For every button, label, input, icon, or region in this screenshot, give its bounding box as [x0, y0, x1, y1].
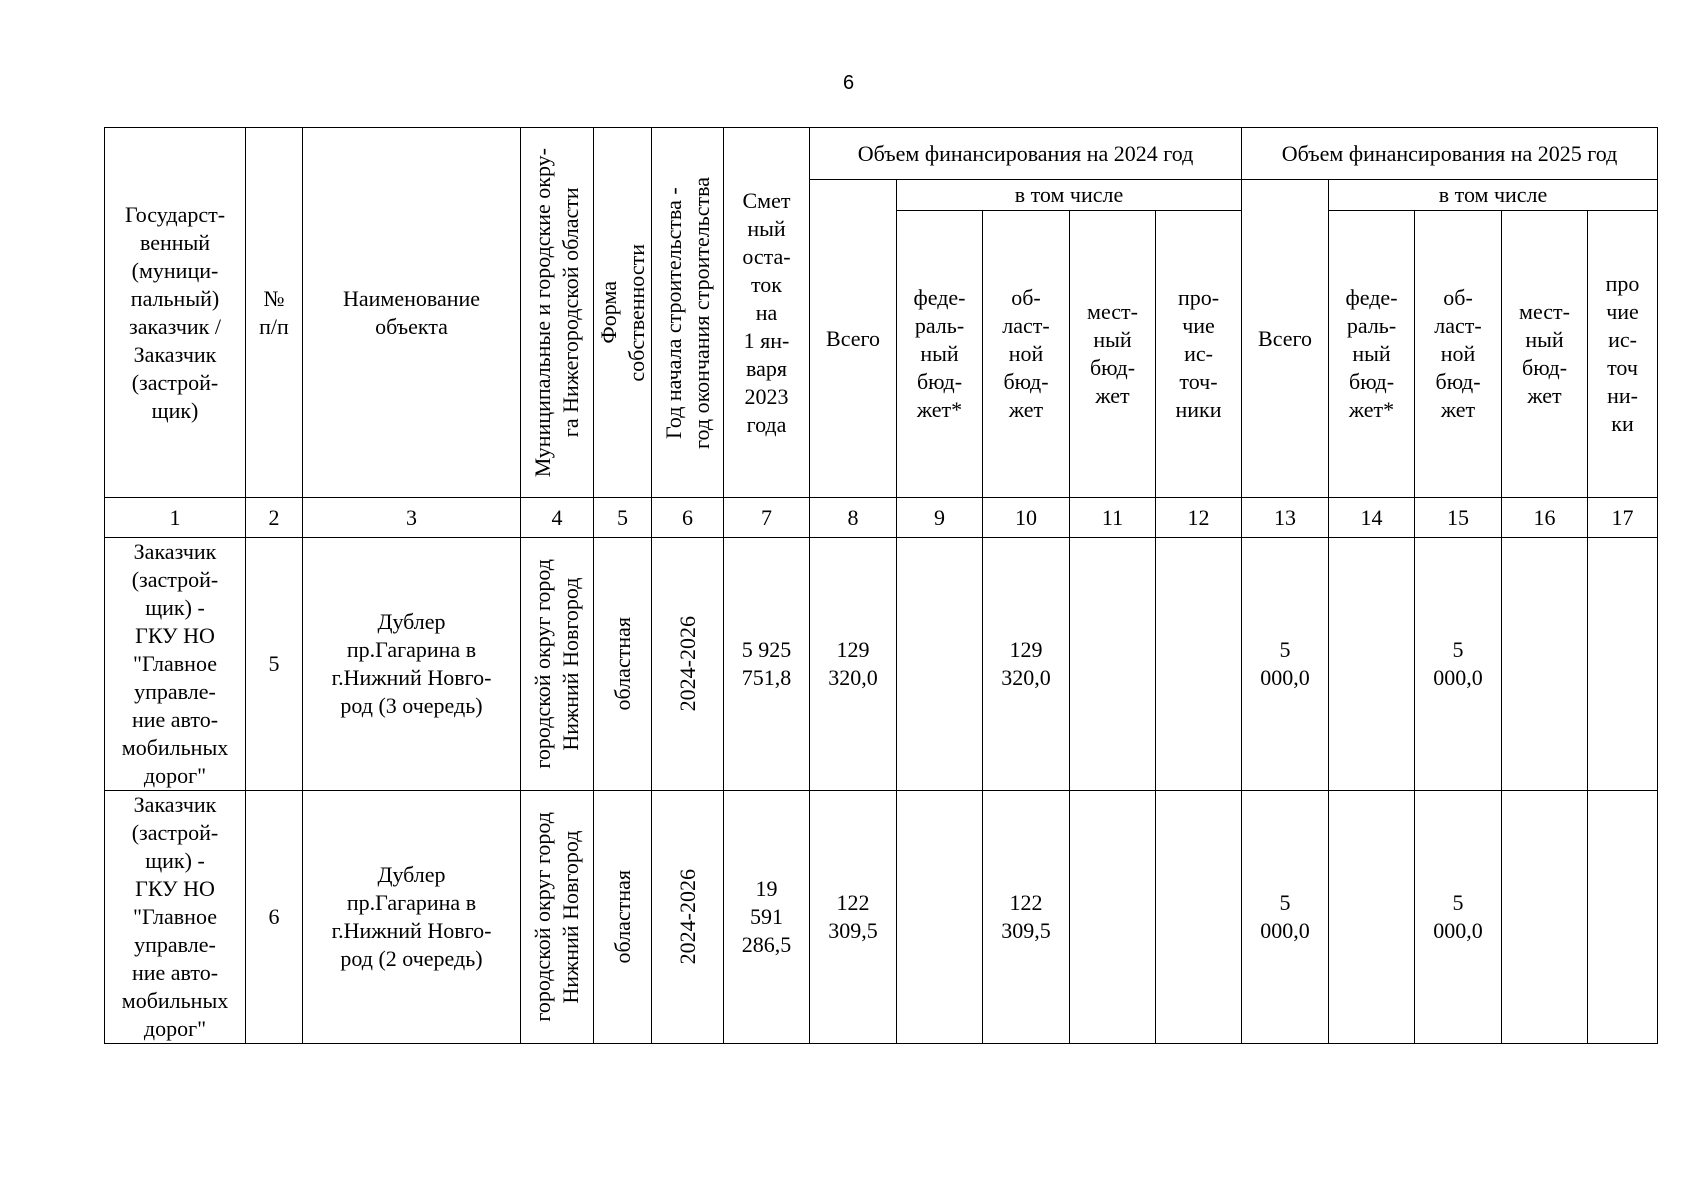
header-object-name: Наименование объекта	[303, 128, 521, 498]
column-number: 15	[1415, 498, 1502, 538]
header-regional-2024: об- ласт- ной бюд- жет	[983, 211, 1070, 498]
local-2025-cell	[1502, 791, 1588, 1044]
column-number: 6	[652, 498, 724, 538]
header-federal-2024: феде- раль- ный бюд- жет*	[897, 211, 983, 498]
local-2025-cell	[1502, 538, 1588, 791]
estimate-cell: 5 925 751,8	[724, 538, 810, 791]
header-regional-2025: об- ласт- ной бюд- жет	[1415, 211, 1502, 498]
column-number: 14	[1329, 498, 1415, 538]
regional-2024-cell: 129 320,0	[983, 538, 1070, 791]
header-funding-2024: Объем финансирования на 2024 год	[810, 128, 1242, 180]
header-ownership: Форма собственности	[594, 128, 652, 498]
total-2025-cell: 5 000,0	[1242, 791, 1329, 1044]
header-customer: Государст- венный (муници- пальный) заказчик / Заказчик (застрой- щик)	[105, 128, 246, 498]
column-number: 4	[521, 498, 594, 538]
ownership-cell: областная	[594, 538, 652, 791]
number-cell: 6	[246, 791, 303, 1044]
ownership-cell: областная	[594, 791, 652, 1044]
local-2024-cell	[1070, 791, 1156, 1044]
funding-table	[104, 127, 1658, 1044]
other-2024-cell	[1156, 538, 1242, 791]
local-2024-cell	[1070, 538, 1156, 791]
column-number: 12	[1156, 498, 1242, 538]
header-years: Год начала строительства - год окончания строительства	[652, 128, 724, 498]
regional-2025-cell: 5 000,0	[1415, 791, 1502, 1044]
estimate-cell: 19 591 286,5	[724, 791, 810, 1044]
header-number: № п/п	[246, 128, 303, 498]
other-2025-cell	[1588, 538, 1658, 791]
table-row	[105, 791, 1658, 1044]
federal-2025-cell	[1329, 538, 1415, 791]
page-number: 6	[842, 72, 855, 94]
column-number: 3	[303, 498, 521, 538]
header-other-2025: про чие ис- точ ни- ки	[1588, 211, 1658, 498]
column-number: 10	[983, 498, 1070, 538]
header-total-2025: Всего	[1242, 180, 1329, 498]
number-cell: 5	[246, 538, 303, 791]
column-number: 5	[594, 498, 652, 538]
customer-cell: Заказчик (застрой- щик) - ГКУ НО "Главное управле- ние авто- мобильных дорог"	[105, 538, 246, 791]
header-estimate: Смет ный оста- ток на 1 ян- варя 2023 года	[724, 128, 810, 498]
column-number: 9	[897, 498, 983, 538]
years-cell: 2024-2026	[652, 791, 724, 1044]
header-local-2024: мест- ный бюд- жет	[1070, 211, 1156, 498]
column-number: 13	[1242, 498, 1329, 538]
regional-2025-cell: 5 000,0	[1415, 538, 1502, 791]
object-name-cell: Дублер пр.Гагарина в г.Нижний Новго- род (2 очередь)	[303, 791, 521, 1044]
header-local-2025: мест- ный бюд- жет	[1502, 211, 1588, 498]
column-number: 1	[105, 498, 246, 538]
column-number: 17	[1588, 498, 1658, 538]
federal-2024-cell	[897, 791, 983, 1044]
column-number: 16	[1502, 498, 1588, 538]
header-municipality: Муниципальные и городские окру- га Нижегородской области	[521, 128, 594, 498]
column-number-row	[105, 498, 1658, 538]
header-funding-2025: Объем финансирования на 2025 год	[1242, 128, 1658, 180]
column-number: 7	[724, 498, 810, 538]
total-2024-cell: 122 309,5	[810, 791, 897, 1044]
other-2024-cell	[1156, 791, 1242, 1044]
customer-cell: Заказчик (застрой- щик) - ГКУ НО "Главное управле- ние авто- мобильных дорог"	[105, 791, 246, 1044]
column-number: 2	[246, 498, 303, 538]
total-2025-cell: 5 000,0	[1242, 538, 1329, 791]
table-row	[105, 538, 1658, 791]
column-number: 11	[1070, 498, 1156, 538]
header-row-1	[105, 128, 1658, 180]
regional-2024-cell: 122 309,5	[983, 791, 1070, 1044]
municipality-cell: городской округ город Нижний Новгород	[521, 538, 594, 791]
total-2024-cell: 129 320,0	[810, 538, 897, 791]
object-name-cell: Дублер пр.Гагарина в г.Нижний Новго- род (3 очередь)	[303, 538, 521, 791]
header-including-2024: в том числе	[897, 180, 1242, 211]
federal-2025-cell	[1329, 791, 1415, 1044]
municipality-cell: городской округ город Нижний Новгород	[521, 791, 594, 1044]
column-number: 8	[810, 498, 897, 538]
header-other-2024: про- чие ис- точ- ники	[1156, 211, 1242, 498]
federal-2024-cell	[897, 538, 983, 791]
other-2025-cell	[1588, 791, 1658, 1044]
header-federal-2025: феде- раль- ный бюд- жет*	[1329, 211, 1415, 498]
header-total-2024: Всего	[810, 180, 897, 498]
header-including-2025: в том числе	[1329, 180, 1658, 211]
years-cell: 2024-2026	[652, 538, 724, 791]
